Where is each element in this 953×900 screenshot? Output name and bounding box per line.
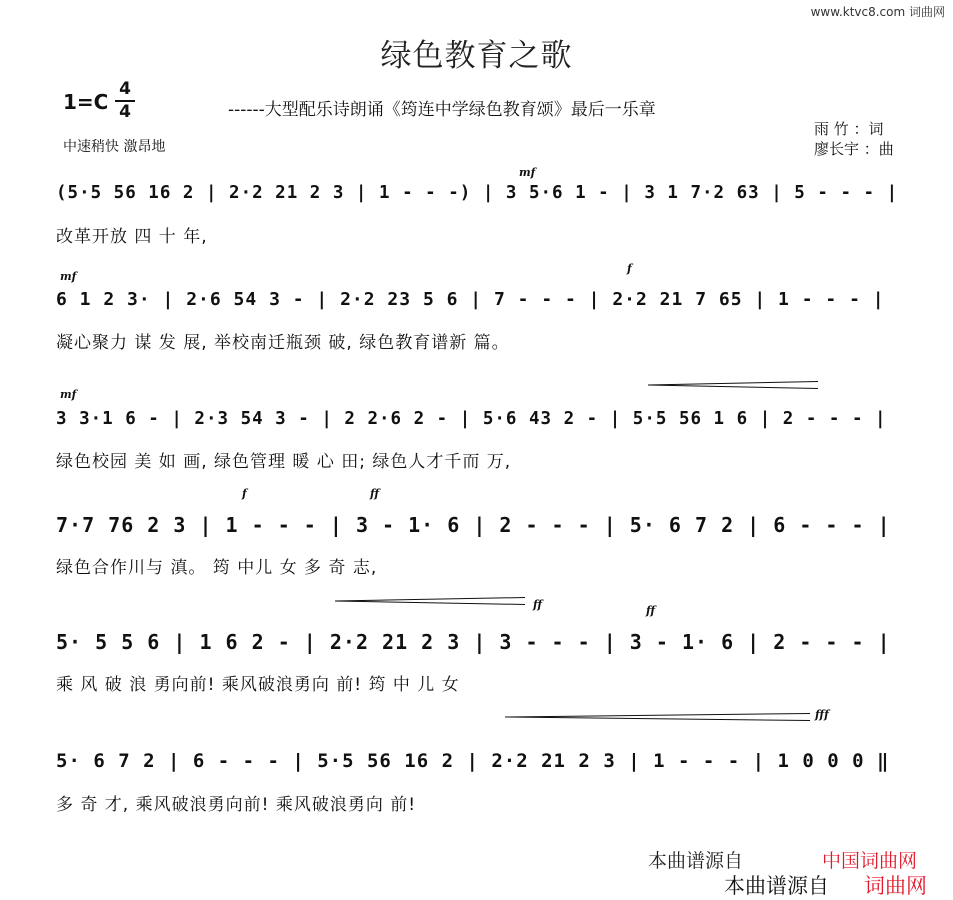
source-text: 本曲谱源自 — [724, 874, 829, 898]
lyricist-credit: 雨 竹 ：词 — [814, 120, 884, 138]
source-overlay-text: 本曲谱源自 — [648, 850, 744, 872]
site-url: www.ktvc8.com 词曲网 — [810, 5, 945, 19]
lyrics-line-6: 多 奇 才, 乘风破浪勇向前! 乘风破浪勇向 前! — [56, 795, 417, 815]
song-title: 绿色教育之歌 — [380, 38, 573, 74]
time-denominator: 4 — [119, 102, 131, 122]
lyrics-line-2: 凝心聚力 谋 发 展, 举校南迁瓶颈 破, 绿色教育谱新 篇。 — [56, 333, 510, 353]
lyrics-line-5: 乘 风 破 浪 勇向前! 乘风破浪勇向 前! 筠 中 儿 女 — [56, 675, 460, 695]
decrescendo-hairpin — [648, 381, 818, 389]
dynamic-ff: ff — [370, 487, 380, 500]
site-overlay-logo: 中国词曲网 — [822, 850, 918, 872]
subtitle: ------大型配乐诗朗诵《筠连中学绿色教育颂》最后一乐章 — [228, 100, 656, 120]
notes-line-1: (5·5 56 16 2 | 2·2 21 2 3 | 1 - - -) | 3 5·6 1 - | 3 1 7·2 63 | 5 - - - | — [56, 183, 899, 203]
dynamic-ff: ff — [646, 604, 656, 617]
decrescendo-hairpin — [505, 713, 810, 721]
notes-line-6: 5· 6 7 2 | 6 - - - | 5·5 56 16 2 | 2·2 21 2 3 | 1 - - - | 1 0 0 0 ‖ — [56, 750, 890, 772]
composer-credit: 廖长宇 ：曲 — [814, 140, 894, 158]
notation-line-1 — [56, 176, 911, 210]
dynamic-f: f — [242, 487, 247, 500]
dynamic-mf: mf — [60, 388, 77, 401]
notation-line-5 — [56, 625, 911, 659]
notes-line-5: 5· 5 5 6 | 1 6 2 - | 2·2 21 2 3 | 3 - - - | 3 - 1· 6 | 2 - - - | — [56, 630, 891, 654]
time-signature — [115, 80, 135, 122]
decrescendo-hairpin — [335, 597, 525, 605]
notes-line-3: 3 3·1 6 - | 2·3 54 3 - | 2 2·6 2 - | 5·6 43 2 - | 5·5 56 1 6 | 2 - - - | — [56, 409, 887, 429]
notation-line-6 — [56, 744, 911, 778]
notation-line-3 — [56, 402, 911, 436]
notes-line-4: 7·7 76 2 3 | 1 - - - | 3 - 1· 6 | 2 - - - | 5· 6 7 2 | 6 - - - | — [56, 513, 891, 537]
key-signature: 1=C — [63, 90, 109, 114]
notation-line-4 — [56, 508, 911, 542]
dynamic-f: f — [627, 262, 632, 275]
notation-line-2 — [56, 283, 911, 317]
dynamic-mf: mf — [60, 270, 77, 283]
dynamic-fff: fff — [815, 708, 829, 721]
notes-line-2: 6 1 2 3· | 2·6 54 3 - | 2·2 23 5 6 | 7 - - - | 2·2 21 7 65 | 1 - - - | — [56, 289, 885, 310]
dynamic-ff: ff — [533, 598, 543, 611]
time-numerator: 4 — [119, 79, 131, 99]
tempo-marking: 中速稍快 激昂地 — [63, 139, 166, 155]
lyrics-line-4: 绿色合作川与 滇。 筠 中儿 女 多 奇 志, — [56, 558, 378, 578]
site-logo: 词曲网 — [864, 874, 927, 898]
lyrics-line-1: 改革开放 四 十 年, — [56, 227, 208, 247]
lyrics-line-3: 绿色校园 美 如 画, 绿色管理 暖 心 田; 绿色人才千而 万, — [56, 452, 512, 472]
dynamic-mf: mf — [519, 166, 536, 179]
